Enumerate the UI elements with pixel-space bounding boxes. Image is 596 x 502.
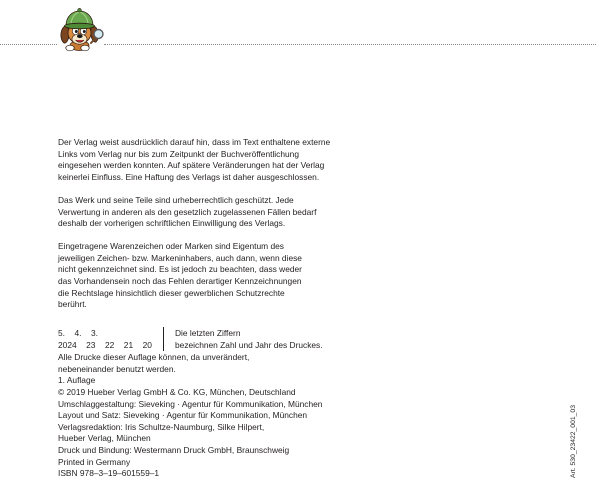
impression-number: 5. [58, 328, 65, 338]
edition-note-line: Alle Drucke dieser Auflage können, da unverändert, [58, 352, 250, 362]
publication-details [58, 352, 322, 480]
links-disclaimer-line: Der Verlag weist ausdrücklich darauf hin, dass im Text enthaltene externe [58, 137, 331, 147]
editorial-publisher-line: Hueber Verlag, München [58, 433, 151, 444]
printing-line: Druck und Bindung: Westermann Druck GmbH, Braunschweig [58, 445, 290, 456]
dotted-header-rule-left [0, 44, 57, 45]
impression-number: 3. [91, 328, 98, 338]
year-number: 23 [86, 339, 96, 350]
print-run-key [58, 328, 328, 351]
year-number: 2024 [58, 339, 77, 350]
links-disclaimer-line: eingesehen werden konnten. Auf spätere Veränderungen hat der Verlag [58, 160, 325, 171]
trademark-notice-line: berührt. [58, 299, 87, 310]
year-number: 21 [123, 339, 134, 350]
year-number: 22 [104, 339, 115, 350]
trademark-notice-paragraph [58, 241, 302, 311]
detective-dog-icon [55, 5, 105, 53]
copyright-notice-line: Das Werk und seine Teile sind urheberrechtlich geschützt. Jede [58, 195, 294, 205]
print-run-explanation-line: bezeichnen Zahl und Jahr des Druckes. [175, 339, 323, 350]
trademark-notice-line: das Vorhandensein noch das Fehlen derartiger Kennzeichnungen [58, 275, 302, 286]
trademark-notice-line: Eingetragene Warenzeichen oder Marken sind Eigentum des [58, 241, 284, 251]
copyright-notice-line: deshalb der vorherigen schriftlichen Einwilligung des Verlags. [58, 218, 286, 229]
trademark-notice-line: jeweiligen Zeichen- bzw. Markeninhabers, auch dann, wenn diese [58, 252, 302, 263]
dotted-header-rule-right [104, 44, 596, 45]
links-disclaimer-paragraph [58, 137, 330, 184]
trademark-notice-line: die Rechtslage hinsichtlich dieser gewerblichen Schutzrechte [58, 287, 285, 298]
impression-numbers [58, 328, 152, 340]
print-run-explanation [175, 328, 323, 351]
detective-dog-mascot-graphic [55, 5, 105, 53]
copyright-notice-paragraph [58, 195, 316, 230]
copyright-notice-line: Verwertung in anderen als den gesetzlich zugelassenen Fällen bedarf [58, 206, 317, 217]
deerstalker-hat [65, 8, 95, 28]
article-number: Art. 530_23422_001_03 [570, 405, 577, 478]
layout-line: Layout und Satz: Sieveking · Agentur für Kommunikation, München [58, 410, 308, 421]
print-run-numbers [58, 328, 152, 351]
isbn-line: ISBN 978–3–19–601559–1 [58, 468, 160, 479]
links-disclaimer-line: Links vom Verlag nur bis zum Zeitpunkt der Buchveröffentlichung [58, 148, 299, 159]
impression-number: 4. [74, 328, 82, 338]
print-run-explanation-line: Die letzten Ziffern [175, 328, 241, 338]
links-disclaimer-line: keinerlei Einfluss. Eine Haftung des Verlags ist daher ausgeschlossen. [58, 171, 320, 182]
edition-line: 1. Auflage [58, 375, 96, 386]
year-number: 20 [142, 339, 152, 350]
year-numbers [58, 340, 152, 352]
editorial-line: Verlagsredaktion: Iris Schultze-Naumburg, Silke Hilpert, [58, 421, 265, 432]
dog-nose [77, 34, 83, 38]
trademark-notice-line: nicht gekennzeichnet sind. Es ist jedoch zu beachten, dass weder [58, 264, 302, 275]
edition-note-line: nebeneinander benutzt werden. [58, 363, 176, 374]
printed-in-line: Printed in Germany [58, 456, 131, 467]
print-run-divider [163, 327, 164, 351]
cover-design-line: Umschlaggestaltung: Sieveking · Agentur für Kommunikation, München [58, 398, 323, 409]
copyright-line: © 2019 Hueber Verlag GmbH & Co. KG, München, Deutschland [58, 386, 296, 397]
